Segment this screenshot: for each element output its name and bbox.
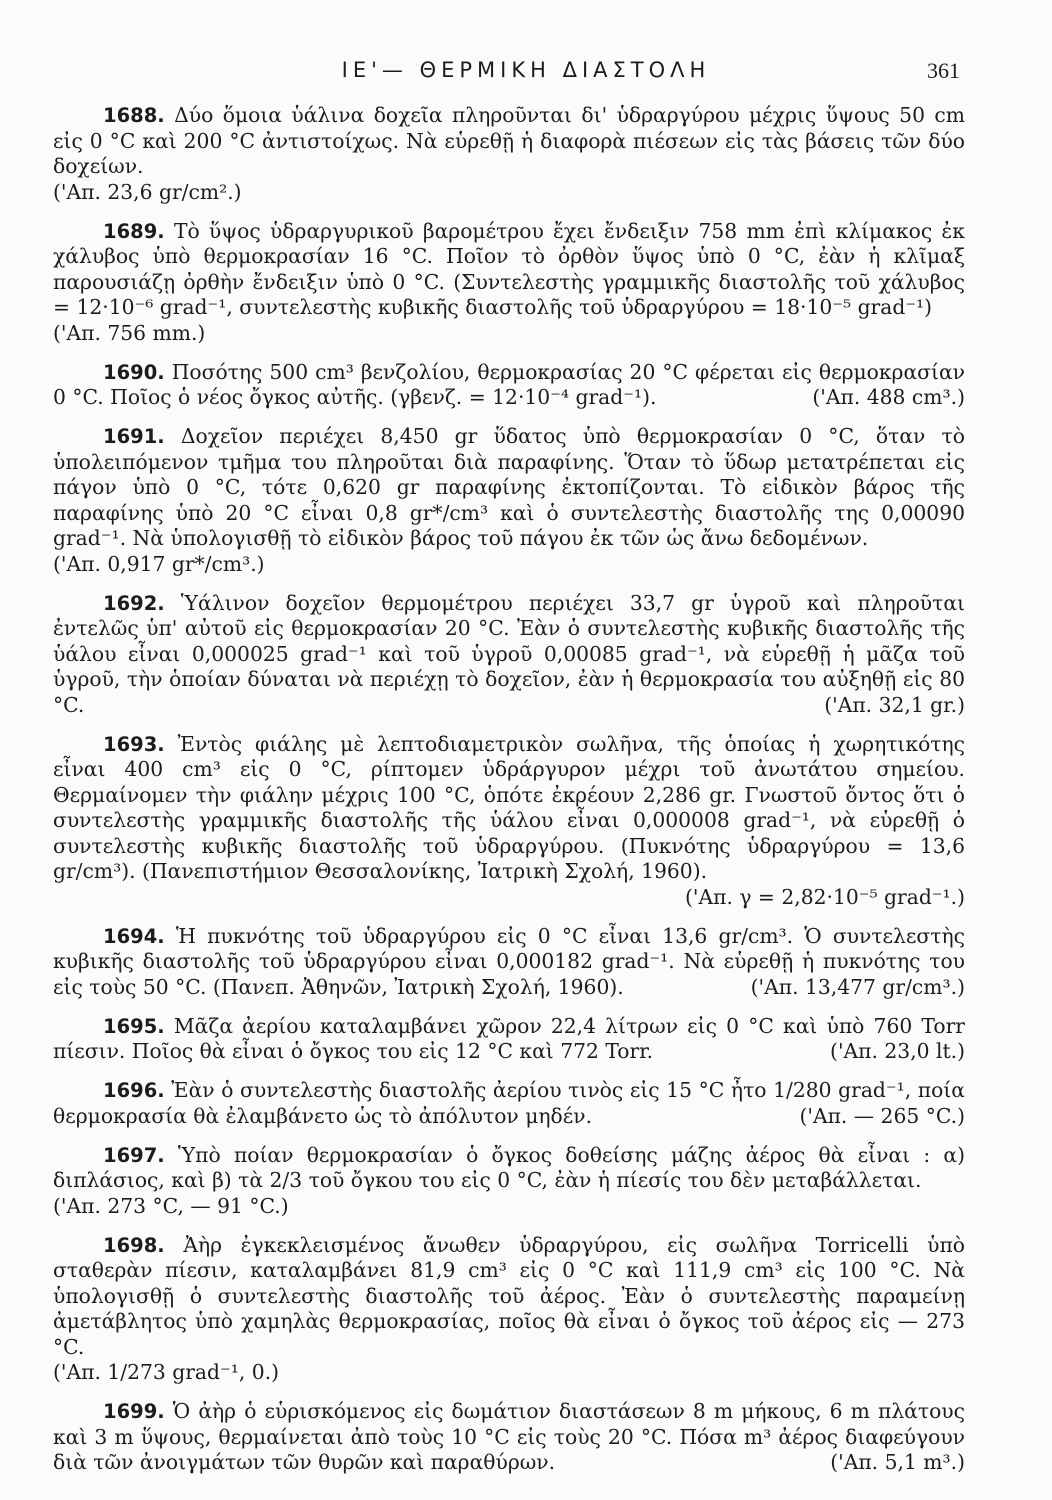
problem-1693 — [53, 732, 965, 911]
problem-text: Δοχεῖον περιέχει 8,450 gr ὕδατος ὑπὸ θερμοκρασίαν 0 °C, ὅταν τὸ ὑπολειπόμενον τμῆμα του πληροῦται διὰ παραφίνης. Ὅταν τὸ ὕδωρ μετατρέπεται εἰς πάγον ὑπὸ 0 °C, τότε 0,620 gr παραφίνης ἐκτοπίζονται. Τὸ εἰδικὸν βάρος τῆς παραφίνης ὑπὸ 20 °C εἶναι 0,8 gr*/cm³ καὶ ὁ συντελεστὴς διαστολῆς της 0,00090 grad⁻¹. Νὰ ὑπολογισθῇ τὸ εἰδικὸν βάρος τοῦ πάγου ἐκ τῶν ὡς ἄνω δεδομένων. — [53, 424, 965, 550]
problem-answer: ('Απ. γ = 2,82·10⁻⁵ grad⁻¹.) — [684, 884, 965, 909]
problem-answer: ('Απ. 0,917 gr*/cm³.) — [53, 551, 265, 576]
problem-number: 1690. — [103, 360, 165, 384]
problem-1689 — [53, 219, 965, 347]
problem-1688 — [53, 103, 965, 205]
problem-answer: ('Απ. 32,1 gr.) — [824, 692, 965, 717]
problem-answer: ('Απ. 756 mm.) — [53, 320, 206, 345]
problem-answer: ('Απ. 23,0 lt.) — [830, 1039, 965, 1063]
problem-text: Μᾶζα ἀερίου καταλαμβάνει χῶρον 22,4 λίτρων εἰς 0 °C καὶ ὑπὸ 760 Torr πίεσιν. Ποῖος θὰ εἶναι ὁ ὄγκος του εἰς 12 °C καὶ 772 Torr. — [53, 1013, 965, 1063]
problem-number: 1688. — [103, 104, 165, 127]
problem-text: Δύο ὅμοια ὑάλινα δοχεῖα πληροῦνται δι' ὑδραργύρου μέχρις ὕψους 50 cm εἰς 0 °C καὶ 200 °C ἀντιστοίχως. Νὰ εὑρεθῇ ἡ διαφορὰ πιέσεων εἰς τὰς βάσεις τῶν δύο δοχείων. — [53, 103, 966, 178]
problem-answer: ('Απ. 1/273 grad⁻¹, 0.) — [53, 1360, 279, 1384]
problem-number: 1692. — [103, 591, 165, 615]
problem-number: 1693. — [103, 732, 165, 756]
problem-answer: ('Απ. 13,477 gr/cm³.) — [750, 974, 965, 999]
problem-1692 — [53, 591, 965, 719]
problem-1695 — [53, 1014, 965, 1065]
running-head: ΙΕ'— ΘΕΡΜΙΚΗ ΔΙΑΣΤΟΛΗ — [341, 58, 711, 82]
page-header — [0, 58, 1052, 88]
problem-text: Ὑπὸ ποίαν θερμοκρασίαν ὁ ὄγκος δοθείσης μάζης ἀέρος θὰ εἶναι : α) διπλάσιος, καὶ β) τὰ 2/3 τοῦ ὄγκου του εἰς 0 °C, ἐὰν ἡ πίεσίς του δὲν μεταβάλλεται. — [53, 1142, 965, 1192]
problem-1698 — [53, 1233, 965, 1386]
problem-text: Ἡ πυκνότης τοῦ ὑδραργύρου εἰς 0 °C εἶναι 13,6 gr/cm³. Ὁ συντελεστὴς κυβικῆς διαστολῆς τοῦ ὑδραργύρου εἶναι 0,000182 grad⁻¹. Νὰ εὑρεθῇ ἡ πυκνότης του εἰς τοὺς 50 °C. (Πανεπ. Ἀθηνῶν, Ἰατρικὴ Σχολή, 1960). — [53, 923, 965, 999]
problems-list — [53, 103, 965, 1489]
problem-number: 1696. — [103, 1079, 165, 1102]
problem-1699 — [53, 1399, 965, 1476]
problem-1697 — [53, 1143, 965, 1220]
problem-text: Ἀὴρ ἐγκεκλεισμένος ἄνωθεν ὑδραργύρου, εἰς σωλῆνα Torricelli ὑπὸ σταθερὰν πίεσιν, καταλαμβάνει 81,9 cm³ εἰς 0 °C καὶ 111,9 cm³ εἰς 100 °C. Νὰ ὑπολογισθῇ ὁ συντελεστὴς διαστολῆς τοῦ ἀέρος. Ἐὰν ὁ συντελεστὴς παραμείνῃ ἀμετάβλητος ὑπὸ χαμηλὰς θερμοκρασίας, ποῖος θὰ εἶναι ὁ ὄγκος τοῦ ἀέρος εἰς — 273 °C. — [53, 1232, 965, 1359]
problem-text: Ὑάλινον δοχεῖον θερμομέτρου περιέχει 33,7 gr ὑγροῦ καὶ πληροῦται ἐντελῶς ὑπ' αὐτοῦ εἰς θερμοκρασίαν 20 °C. Ἐὰν ὁ συντελεστὴς κυβικῆς διαστολῆς τῆς ὑάλου εἶναι 0,000025 grad⁻¹ καὶ τοῦ ὑγροῦ 0,00085 grad⁻¹, νὰ εὑρεθῇ ἡ μᾶζα τοῦ ὑγροῦ, τὴν ὁποίαν δύναται νὰ περιέχῃ τὸ δοχεῖον, ἐὰν ἡ θερμοκρασία του αὐξηθῇ εἰς 80 °C. — [53, 590, 966, 717]
problem-answer: ('Απ. 273 °C, — 91 °C.) — [53, 1193, 289, 1218]
problem-1694 — [53, 924, 965, 1001]
problem-text: Τὸ ὕψος ὑδραργυρικοῦ βαρομέτρου ἔχει ἔνδειξιν 758 mm ἐπὶ κλίμακος ἐκ χάλυβος ὑπὸ θερμοκρασίαν 16 °C. Ποῖον τὸ ὀρθὸν ὕψος ὑπὸ 0 °C, ἐὰν ἡ κλῖμαξ παρουσιάζῃ ὀρθὴν ἔνδειξιν ὑπὸ 0 °C. (Συντελεστὴς γραμμικῆς διαστολῆς τοῦ χάλυβος = 12·10⁻⁶ grad⁻¹, συντελεστὴς κυβικῆς διαστολῆς τοῦ ὑδραργύρου = 18·10⁻⁵ grad⁻¹) — [53, 218, 965, 319]
problem-text: Ἐντὸς φιάλης μὲ λεπτοδιαμετρικὸν σωλῆνα, τῆς ὁποίας ἡ χωρητικότης εἶναι 400 cm³ εἰς 0 °C, ρίπτομεν ὑδράργυρον μέχρι τοῦ ἀνωτάτου σημείου. Θερμαίνομεν τὴν φιάλην μέχρις 100 °C, ὁπότε ἐκρέουν 2,286 gr. Γνωστοῦ ὄντος ὅτι ὁ συντελεστὴς γραμμικῆς διαστολῆς τῆς ὑάλου εἶναι 0,000008 grad⁻¹, νὰ εὑρεθῇ ὁ συντελεστὴς κυβικῆς διαστολῆς τοῦ ὑδραργύρου. (Πυκνότης ὑδραργύρου = 13,6 gr/cm³). (Πανεπιστήμιον Θεσσαλονίκης, Ἰατρικὴ Σχολή, 1960). — [53, 731, 966, 883]
problem-number: 1699. — [103, 1400, 165, 1423]
problem-answer: ('Απ. — 265 °C.) — [799, 1103, 965, 1128]
problem-text: Ποσότης 500 cm³ βενζολίου, θερμοκρασίας 20 °C φέρεται εἰς θερμοκρασίαν 0 °C. Ποῖος ὁ νέος ὄγκος αὐτῆς. (γβενζ. = 12·10⁻⁴ grad⁻¹). — [53, 359, 966, 409]
page-number: 361 — [927, 58, 960, 83]
problem-1691 — [53, 424, 965, 577]
problem-1696 — [53, 1078, 965, 1129]
problem-number: 1697. — [103, 1143, 165, 1167]
problem-answer: ('Απ. 23,6 gr/cm².) — [53, 179, 242, 204]
problem-number: 1691. — [103, 425, 165, 448]
problem-text: Ὁ ἀὴρ ὁ εὑρισκόμενος εἰς δωμάτιον διαστάσεων 8 m μήκους, 6 m πλάτους καὶ 3 m ὕψους, θερμαίνεται ἀπὸ τοὺς 10 °C εἰς τοὺς 20 °C. Πόσα m³ ἀέρος διαφεύγουν διὰ τῶν ἀνοιγμάτων τῶν θυρῶν καὶ παραθύρων. — [53, 1399, 965, 1474]
problem-text: Ἐὰν ὁ συντελεστὴς διαστολῆς ἀερίου τινὸς εἰς 15 °C ἦτο 1/280 grad⁻¹, ποία θερμοκρασία θὰ ἐλαμβάνετο ὡς τὸ ἀπόλυτον μηδέν. — [53, 1078, 965, 1128]
problem-number: 1689. — [103, 219, 165, 243]
problem-number: 1695. — [103, 1014, 165, 1038]
problem-number: 1698. — [103, 1233, 165, 1257]
problem-number: 1694. — [103, 924, 165, 948]
problem-1690 — [53, 360, 965, 411]
problem-answer: ('Απ. 5,1 m³.) — [830, 1450, 965, 1474]
problem-answer: ('Απ. 488 cm³.) — [812, 385, 965, 409]
